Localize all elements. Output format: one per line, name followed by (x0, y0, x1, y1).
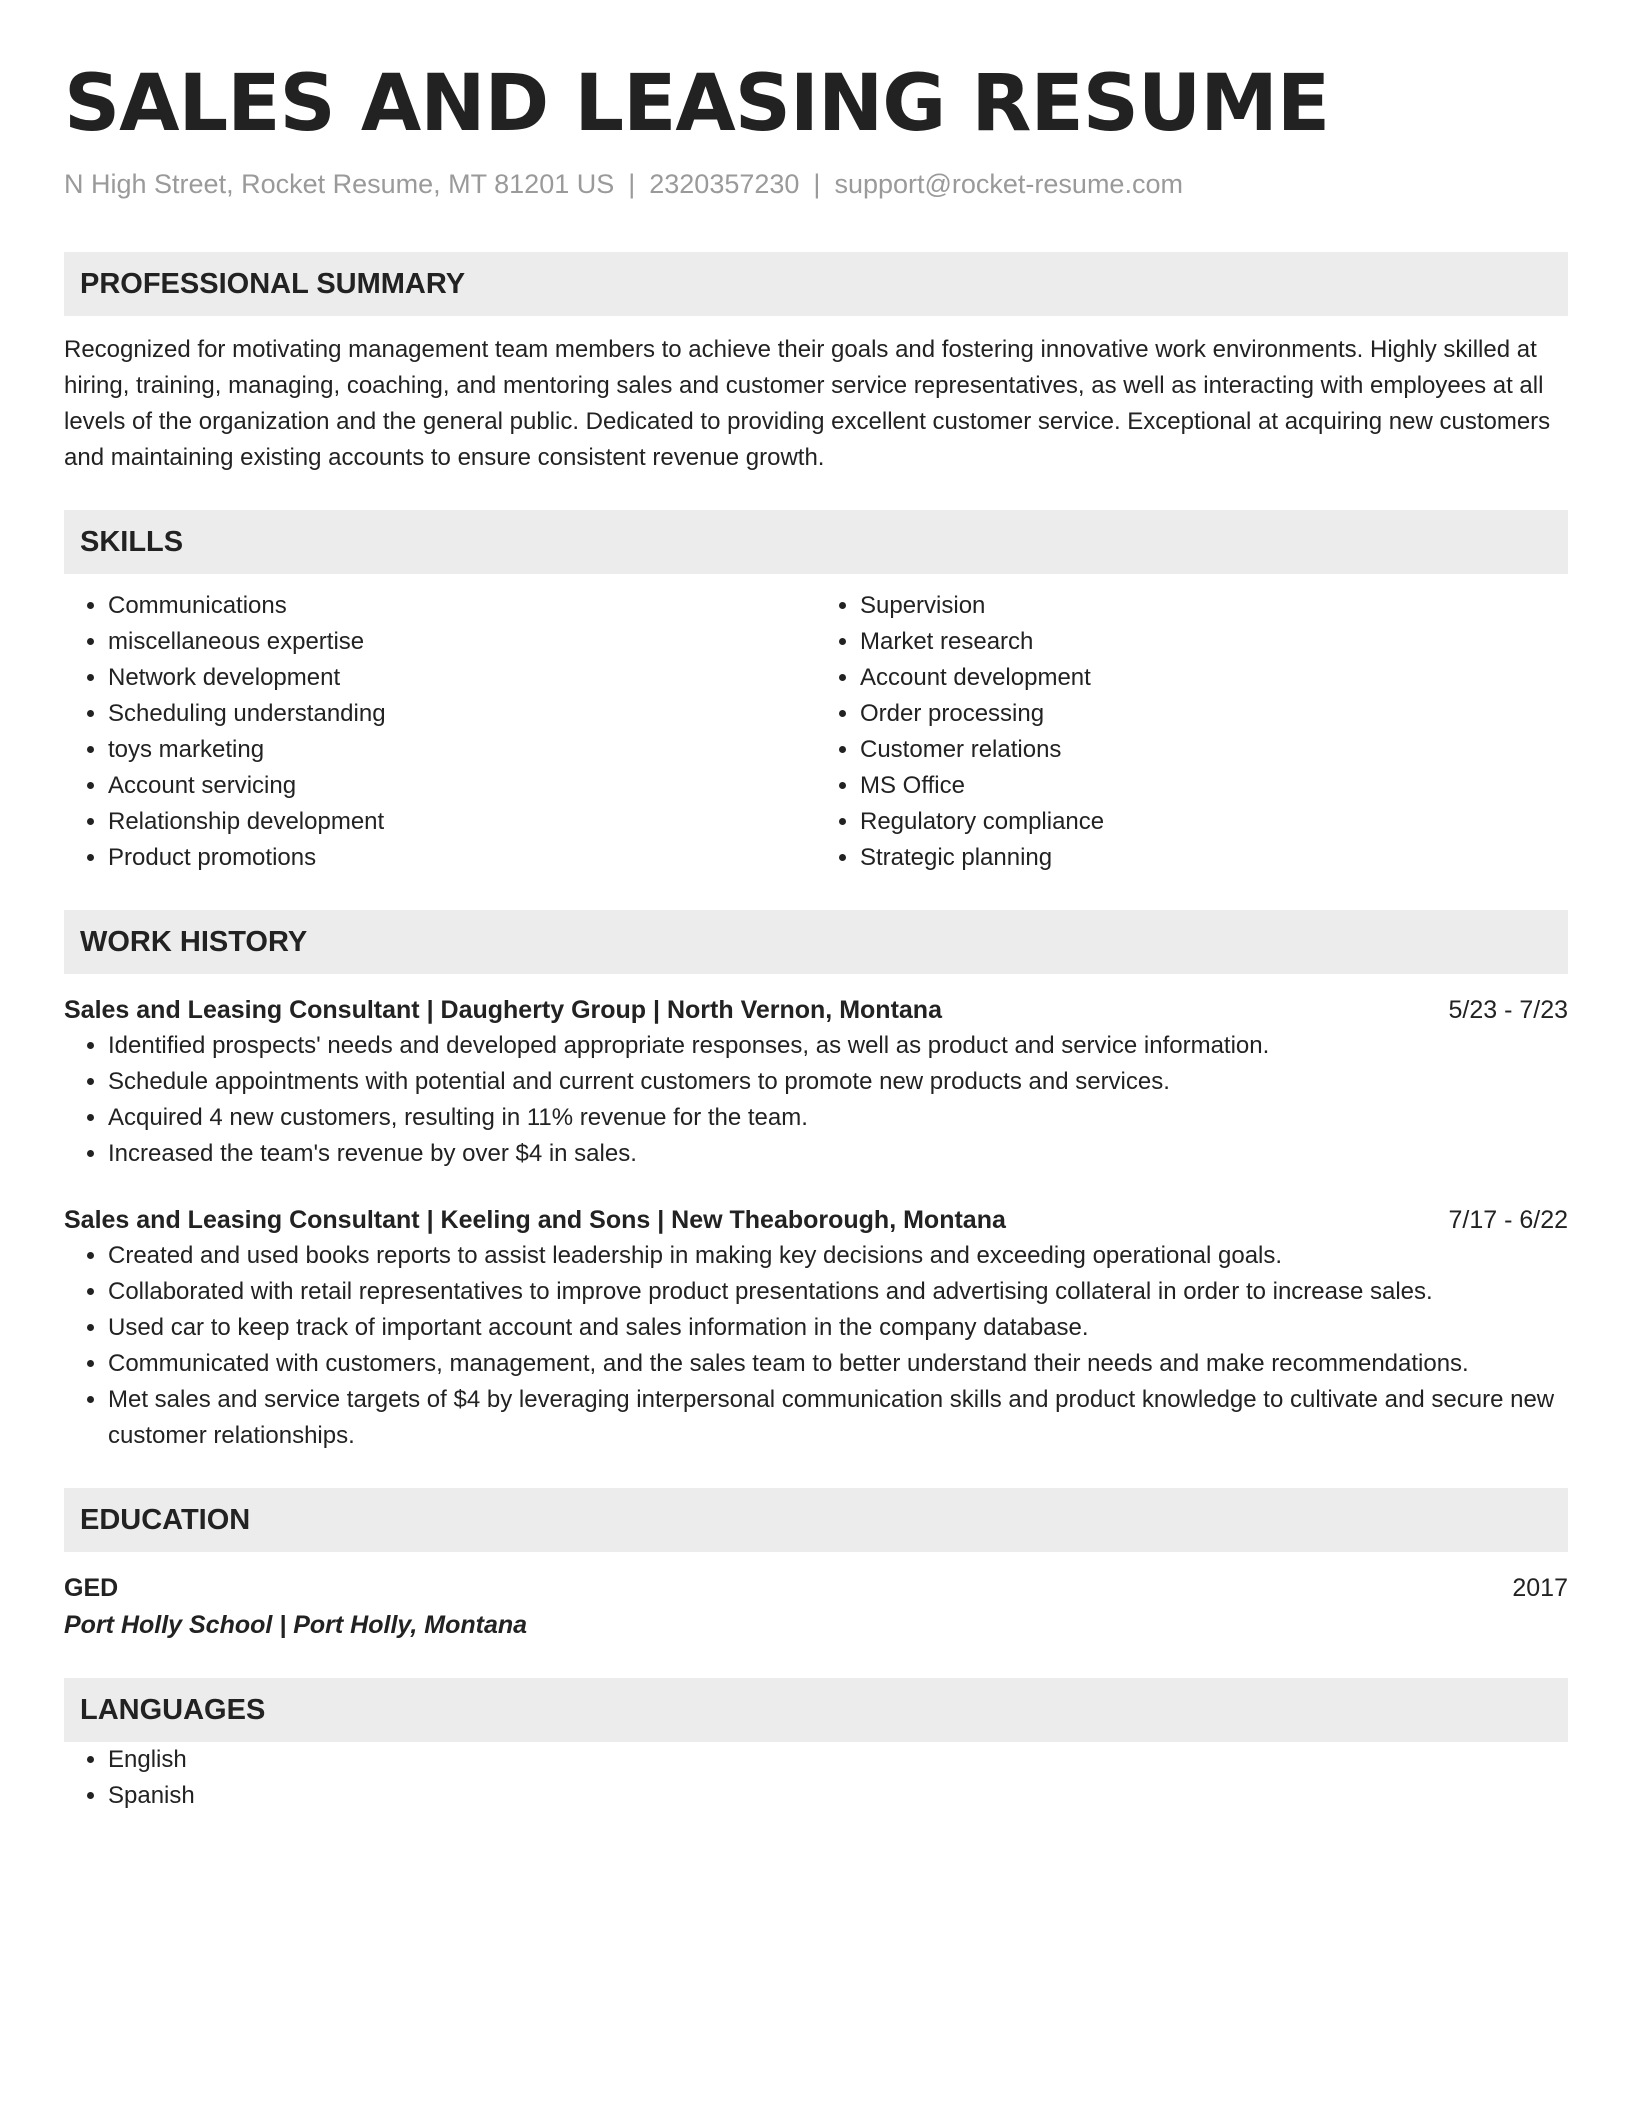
section-heading-summary: PROFESSIONAL SUMMARY (64, 252, 1568, 316)
skill-item: • Order processing (860, 696, 1568, 732)
education-school: Port Holly School | Port Holly, Montana (64, 1611, 528, 1639)
job-bullet: • Acquired 4 new customers, resulting in 11% revenue for the team. (108, 1100, 1568, 1136)
skills-list-right (816, 588, 1568, 876)
section-heading-languages: LANGUAGES (64, 1678, 1568, 1742)
education-year: 2017 (1512, 1574, 1568, 1602)
skills-grid (64, 588, 1568, 876)
language-item: • Spanish (108, 1778, 1568, 1814)
skill-item: • Strategic planning (860, 840, 1568, 876)
education-degree: GED (64, 1574, 119, 1602)
job-bullets (64, 1238, 1568, 1454)
section-heading-education: EDUCATION (64, 1488, 1568, 1552)
job-header (64, 1202, 1568, 1238)
summary-text: Recognized for motivating management team members to achieve their goals and fostering innovative work environments. Highly skilled at hiring, training, managing, coaching, and mentoring sales and customer service representatives, as well as interacting with employees at all levels of the organization and the general public. Dedicated to providing excellent customer service. Exceptional at acquiring new customers and maintaining existing accounts to ensure consistent revenue growth. (64, 336, 1551, 471)
job-dates: 5/23 - 7/23 (1448, 996, 1568, 1024)
language-item: • English (108, 1742, 1568, 1778)
job-title: Sales and Leasing Consultant | Keeling and Sons | New Theaborough, Montana (64, 1206, 1006, 1234)
skills-column-left (64, 588, 816, 876)
job-bullet: • Communicated with customers, management, and the sales team to better understand their needs and make recommendations. (108, 1346, 1568, 1382)
resume-title: SALES AND LEASING RESUME (64, 59, 1330, 149)
job-bullets (64, 1028, 1568, 1172)
skill-item: • Market research (860, 624, 1568, 660)
skills-list-left (64, 588, 816, 876)
contact-phone: 2320357230 (649, 169, 800, 199)
skill-item: • Product promotions (108, 840, 816, 876)
job-bullet: • Created and used books reports to assist leadership in making key decisions and exceeding operational goals. (108, 1238, 1568, 1274)
skill-item: • Network development (108, 660, 816, 696)
skill-item: • toys marketing (108, 732, 816, 768)
section-heading-skills: SKILLS (64, 510, 1568, 574)
job-bullet: • Used car to keep track of important account and sales information in the company database. (108, 1310, 1568, 1346)
contact-line (64, 166, 1568, 202)
skill-item: • MS Office (860, 768, 1568, 804)
job-bullet: • Schedule appointments with potential and current customers to promote new products and services. (108, 1064, 1568, 1100)
contact-separator: | (813, 169, 821, 199)
skill-item: • Supervision (860, 588, 1568, 624)
skill-item: • Communications (108, 588, 816, 624)
skill-item: • Account development (860, 660, 1568, 696)
contact-email: support@rocket-resume.com (834, 169, 1183, 199)
job-bullet: • Met sales and service targets of $4 by leveraging interpersonal communication skills and product knowledge to cultivate and secure new customer relationships. (108, 1382, 1568, 1454)
section-heading-work-history: WORK HISTORY (64, 910, 1568, 974)
skill-item: • Customer relations (860, 732, 1568, 768)
contact-address: N High Street, Rocket Resume, MT 81201 US (64, 169, 615, 199)
skills-column-right (816, 588, 1568, 876)
skill-item: • Regulatory compliance (860, 804, 1568, 840)
job-title: Sales and Leasing Consultant | Daugherty Group | North Vernon, Montana (64, 996, 942, 1024)
education-header (64, 1570, 1568, 1606)
languages-list (64, 1742, 1568, 1814)
job-entry (64, 1202, 1568, 1454)
skill-item: • Account servicing (108, 768, 816, 804)
job-header (64, 992, 1568, 1028)
skill-item: • miscellaneous expertise (108, 624, 816, 660)
skill-item: • Scheduling understanding (108, 696, 816, 732)
job-entry (64, 992, 1568, 1172)
job-bullet: • Increased the team's revenue by over $4 in sales. (108, 1136, 1568, 1172)
job-dates: 7/17 - 6/22 (1448, 1206, 1568, 1234)
job-bullet: • Identified prospects' needs and developed appropriate responses, as well as product and service information. (108, 1028, 1568, 1064)
skill-item: • Relationship development (108, 804, 816, 840)
contact-separator: | (628, 169, 636, 199)
job-bullet: • Collaborated with retail representatives to improve product presentations and advertising collateral in order to increase sales. (108, 1274, 1568, 1310)
